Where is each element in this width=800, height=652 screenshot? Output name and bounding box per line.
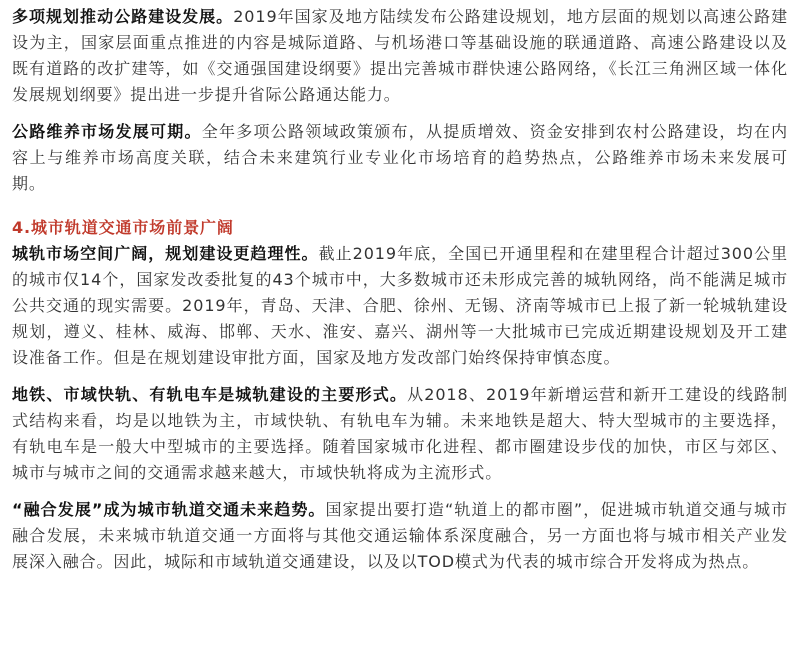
paragraph-rail-market-space <box>12 241 788 371</box>
paragraph-body: 全年多项公路领域政策颁布，从提质增效、资金安排到农村公路建设，均在内容上与维养市场高度关联，结合未来建筑行业专业化市场培育的趋势热点，公路维养市场未来发展可期。 <box>12 122 788 193</box>
paragraph-highway-maintenance <box>12 119 788 197</box>
paragraph-highway-planning <box>12 4 788 108</box>
paragraph-lead: 多项规划推动公路建设发展。 <box>12 7 234 26</box>
paragraph-rail-integration <box>12 497 788 575</box>
paragraph-rail-forms <box>12 382 788 486</box>
paragraph-lead: 公路维养市场发展可期。 <box>12 122 202 141</box>
paragraph-lead: “融合发展”成为城市轨道交通未来趋势。 <box>12 500 326 519</box>
paragraph-lead: 地铁、市域快轨、有轨电车是城轨建设的主要形式。 <box>12 385 408 404</box>
paragraph-lead: 城轨市场空间广阔，规划建设更趋理性。 <box>12 244 319 263</box>
section-heading: 4.城市轨道交通市场前景广阔 <box>12 218 234 237</box>
paragraph-body: 截止2019年底，全国已开通里程和在建里程合计超过300公里的城市仅14个，国家发改委批复的43个城市中，大多数城市还未形成完善的城轨网络，尚不能满足城市公共交通的现实需要。2019年，青岛、天津、合肥、徐州、无锡、济南等城市已上报了新一轮城轨建设规划，遵义、桂林、威海、邯郸、天水、淮安、嘉兴、湖州等一大批城市已完成近期建设规划及开工建设准备工作。但是在规划建设审批方面，国家及地方发改部门始终保持审慎态度。 <box>12 244 788 367</box>
paragraph-body: 从2018、2019年新增运营和新开工建设的线路制式结构来看，均是以地铁为主，市域快轨、有轨电车为辅。未来地铁是超大、特大型城市的主要选择，有轨电车是一般大中型城市的主要选择。随着国家城市化进程、都市圈建设步伐的加快，市区与郊区、城市与城市之间的交通需求越来越大，市域快轨将成为主流形式。 <box>12 385 788 482</box>
paragraph-body: 2019年国家及地方陆续发布公路建设规划，地方层面的规划以高速公路建设为主，国家层面重点推进的内容是城际道路、与机场港口等基础设施的联通道路、高速公路建设以及既有道路的改扩建等，如《交通强国建设纲要》提出完善城市群快速公路网络，《长江三角洲区域一体化发展规划纲要》提出进一步提升省际公路通达能力。 <box>12 7 788 104</box>
paragraph-body: 国家提出要打造“轨道上的都市圈”，促进城市轨道交通与城市融合发展，未来城市轨道交通一方面将与其他交通运输体系深度融合，另一方面也将与城市相关产业发展深入融合。因此，城际和市域轨道交通建设，以及以TOD模式为代表的城市综合开发将成为热点。 <box>12 500 788 571</box>
